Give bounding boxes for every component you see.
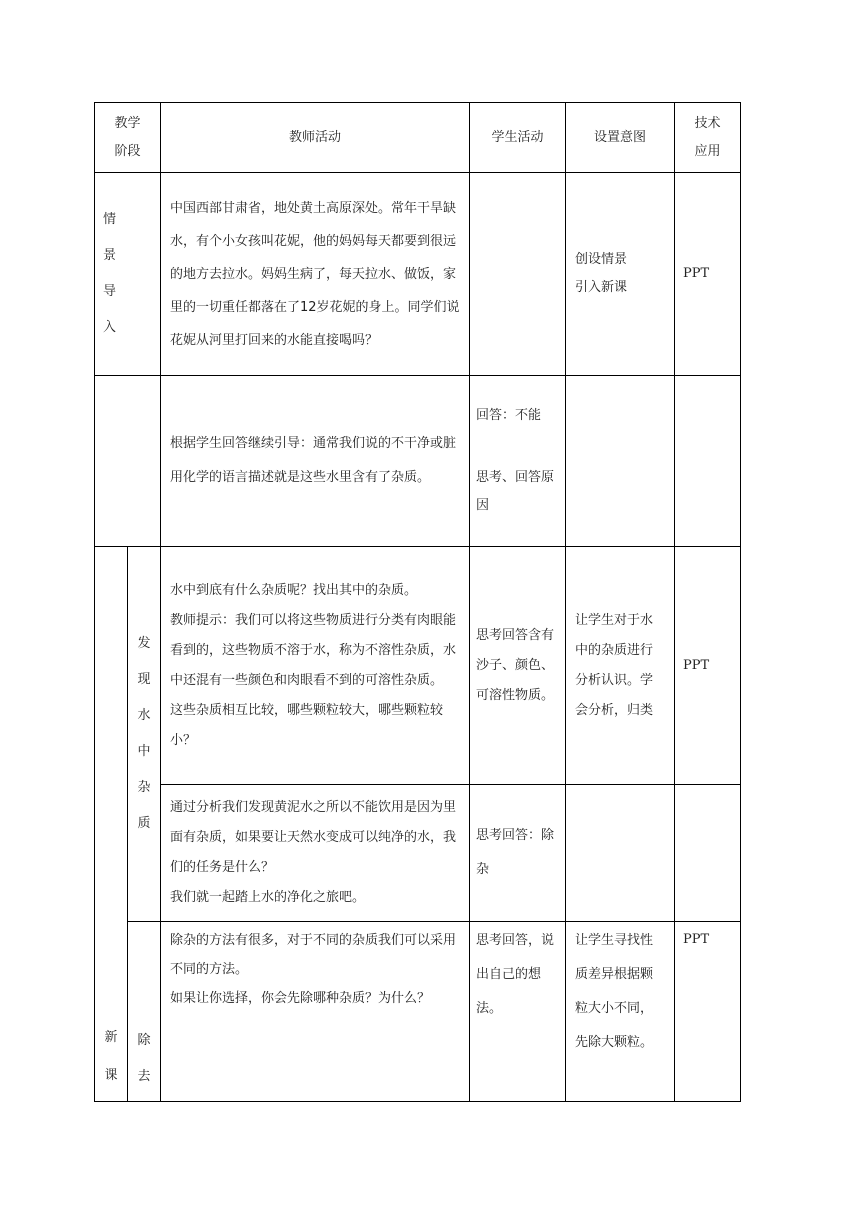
sub-stage-char: 发 xyxy=(137,636,151,651)
purpose-line: 创设情景 xyxy=(575,252,628,267)
stage-cell xyxy=(95,173,161,376)
tech-cell: PPT xyxy=(675,922,741,1102)
purpose-line: 引入新课 xyxy=(575,280,628,295)
header-stage xyxy=(95,103,161,173)
design-purpose xyxy=(566,785,675,922)
tech-cell xyxy=(675,785,741,922)
teacher-activity xyxy=(161,547,470,785)
stage-char: 景 xyxy=(103,248,117,263)
stage-char: 情 xyxy=(103,212,117,227)
header-purpose: 设置意图 xyxy=(566,103,675,173)
student-activity xyxy=(470,376,566,547)
header-tech-line1: 技术 xyxy=(694,115,721,131)
table-row xyxy=(95,785,741,922)
outer-stage-char: 课 xyxy=(104,1068,118,1083)
student-activity: 思考回答，说出自己的想法。 xyxy=(470,922,566,1102)
header-student: 学生活动 xyxy=(470,103,566,173)
sub-stage-char: 杂 xyxy=(137,780,151,795)
teacher-activity xyxy=(161,922,470,1102)
teacher-activity xyxy=(161,785,470,922)
student-activity: 思考回答：除杂 xyxy=(470,785,566,922)
header-tech xyxy=(675,103,741,173)
stage-cell-empty xyxy=(95,376,161,547)
sub-stage-char: 质 xyxy=(137,816,151,831)
design-purpose xyxy=(566,173,675,376)
table-row xyxy=(95,547,741,785)
teacher-activity: 根据学生回答继续引导：通常我们说的不干净或脏用化学的语言描述就是这些水里含有了杂质。 xyxy=(161,376,470,547)
header-tech-line2: 应用 xyxy=(694,143,721,159)
stage-char: 入 xyxy=(103,320,117,335)
teacher-line: 除杂的方法有很多，对于不同的杂质我们可以采用不同的方法。 xyxy=(170,933,457,977)
sub-stage-char: 现 xyxy=(137,672,151,687)
table-row xyxy=(95,922,741,1102)
student-line: 思考、回答原因 xyxy=(476,470,555,513)
teacher-line: 这些杂质相互比较，哪些颗粒较大，哪些颗粒较小？ xyxy=(170,702,444,748)
teacher-line: 通过分析我们发现黄泥水之所以不能饮用是因为里面有杂质，如果要让天然水变成可以纯净的水，我们的任务是什么？ xyxy=(170,800,457,875)
student-activity xyxy=(470,173,566,376)
student-line: 回答：不能 xyxy=(476,408,542,423)
design-purpose xyxy=(566,376,675,547)
table-row xyxy=(95,173,741,376)
tech-cell xyxy=(675,376,741,547)
teacher-line: 水中到底有什么杂质呢？找出其中的杂质。 xyxy=(170,582,418,598)
header-stage-line1: 教学 xyxy=(114,115,141,131)
sub-stage-cell xyxy=(128,547,161,922)
sub-stage-cell xyxy=(128,922,161,1102)
teacher-line: 教师提示：我们可以将这些物质进行分类有肉眼能看到的，这些物质不溶于水，称为不溶性杂质，水中还混有一些颜色和肉眼看不到的可溶性杂质。 xyxy=(170,612,457,688)
teacher-line: 如果让你选择，你会先除哪种杂质？为什么？ xyxy=(170,991,431,1006)
outer-stage-cell xyxy=(95,547,128,1102)
teacher-activity: 中国西部甘肃省，地处黄土高原深处。常年干旱缺水，有个小女孩叫花妮，他的妈妈每天都要到很远的地方去拉水。妈妈生病了，每天拉水、做饭，家里的一切重任都落在了12岁花妮的身上。同学们说花妮从河里打回来的水能直接喝吗？ xyxy=(161,173,470,376)
header-teacher: 教师活动 xyxy=(161,103,470,173)
outer-stage-char: 新 xyxy=(104,1030,118,1045)
tech-cell: PPT xyxy=(675,547,741,785)
table-row xyxy=(95,376,741,547)
student-activity: 思考回答含有沙子、颜色、可溶性物质。 xyxy=(470,547,566,785)
teacher-line: 我们就一起踏上水的净化之旅吧。 xyxy=(170,890,366,905)
sub-stage-char: 中 xyxy=(137,744,151,759)
sub-stage-char: 除 xyxy=(137,1033,151,1048)
sub-stage-char: 去 xyxy=(137,1069,151,1084)
design-purpose: 让学生寻找性质差异根据颗粒大小不同，先除大颗粒。 xyxy=(566,922,675,1102)
lesson-plan-table xyxy=(94,102,741,1102)
design-purpose: 让学生对于水中的杂质进行分析认识。学会分析，归类 xyxy=(566,547,675,785)
header-stage-line2: 阶段 xyxy=(114,143,141,159)
stage-char: 导 xyxy=(103,284,117,299)
header-row xyxy=(95,103,741,173)
tech-cell: PPT xyxy=(675,173,741,376)
sub-stage-char: 水 xyxy=(137,708,151,723)
